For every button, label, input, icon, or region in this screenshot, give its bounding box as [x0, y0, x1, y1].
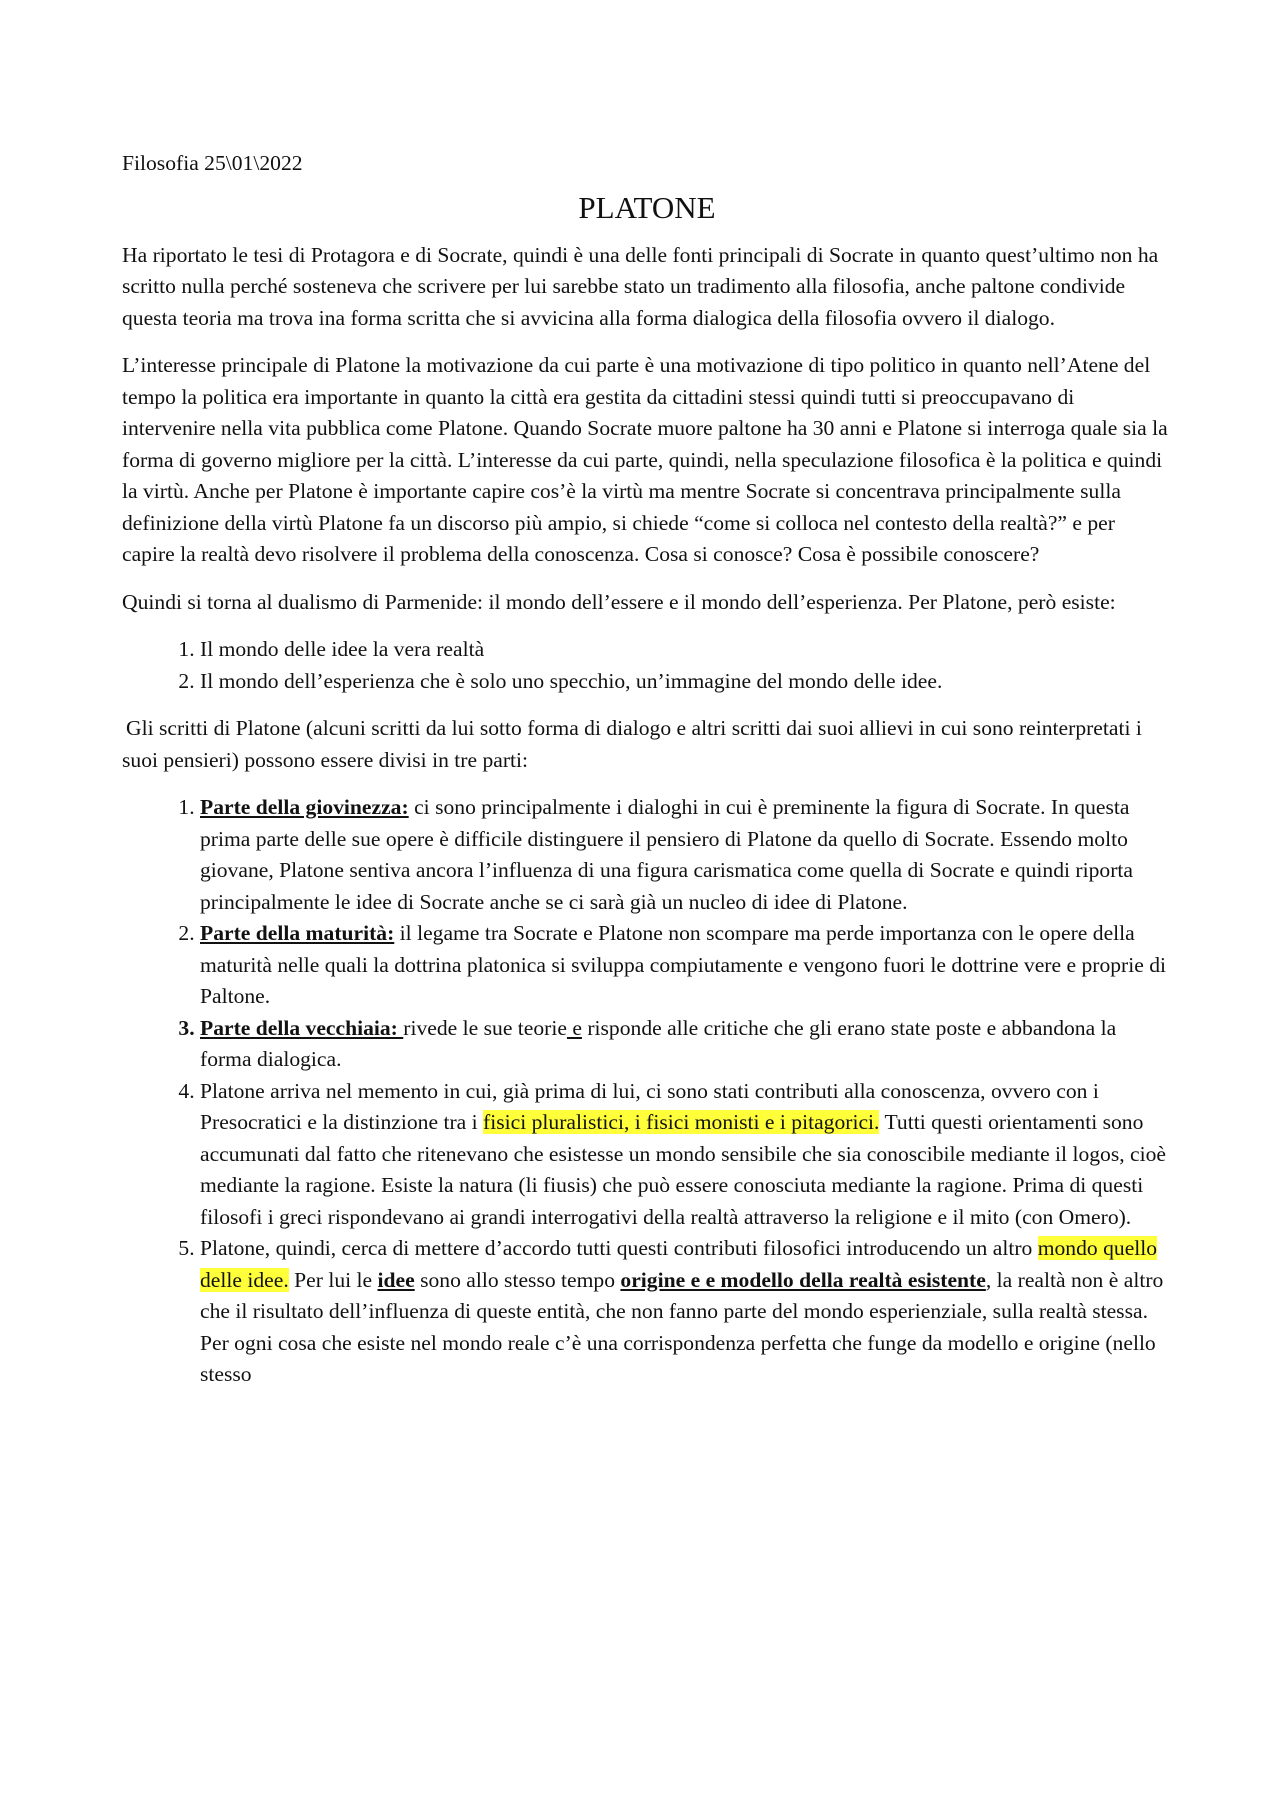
- item-text: ci sono principalmente i dialoghi in cui è preminente la figura di Socrate. In questa prima parte delle sue opere è difficile distinguere il pensiero di Platone da quello di Socrate. Essendo molto giovane, Platone sentiva ancora l’influenza di una figura carismatica come quella di Socrate e quindi riporta principalmente le idee di Socrate anche se ci sarà già un nucleo di idee di Platone.: [200, 795, 1133, 914]
- item-text: Tutti questi orientamenti sono accumunati dal fatto che ritenevano che esistesse un mondo sensibile che sia conoscibile mediante il logos, cioè mediante la ragione. Esiste la natura (li fiusis) che può essere conosciuta mediante la ragione. Prima di questi filosofi i greci rispondevano ai grandi interrogativi della realtà attraverso la religione e il mito (con Omero).: [200, 1110, 1167, 1229]
- writings-list: [122, 792, 1172, 1391]
- item-text: sono allo stesso tempo: [414, 1267, 621, 1292]
- list-item-presocratics: [200, 1076, 1172, 1234]
- item-text: il legame tra Socrate e Platone non scompare ma perde importanza con le opere della maturità nelle quali la dottrina platonica si sviluppa compiutamente e vengono fuori le dottrine vere e proprie di Paltone.: [200, 921, 1167, 1008]
- document-page: [122, 148, 1172, 1407]
- list-item: 2. Il mondo dell’esperienza che è solo uno specchio, un’immagine del mondo delle idee.: [200, 666, 1172, 698]
- item-text: Per lui le: [288, 1267, 378, 1292]
- list-item-ideas: [200, 1233, 1172, 1391]
- item-text: rivede le sue teorie: [403, 1015, 567, 1040]
- highlighted-text: mondo quello delle idee.: [200, 1236, 1158, 1292]
- item-text: Platone, quindi, cerca di mettere d’accordo tutti questi contributi filosofici introducendo un altro: [200, 1236, 1038, 1260]
- item-label: Parte della vecchiaia:: [200, 1015, 404, 1040]
- worlds-list: [122, 634, 1172, 697]
- item-label: Parte della giovinezza:: [200, 795, 409, 819]
- paragraph-writings: Gli scritti di Platone (alcuni scritti da lui sotto forma di dialogo e altri scritti dai suoi allievi in cui sono reinterpretati i suoi pensieri) possono essere divisi in tre parti:: [122, 716, 1142, 772]
- list-item-youth: [200, 792, 1172, 918]
- item-text: Platone arriva nel memento in cui, già prima di lui, ci sono stati contributi alla conoscenza, ovvero con i Presocratici e la distinzione tra i: [200, 1078, 1099, 1134]
- item-text: risponde alle critiche che gli erano state poste e abbandona la forma dialogica.: [200, 1015, 1117, 1071]
- item-text-underlined: e: [566, 1015, 582, 1040]
- bold-term: origine e e modello della realtà esistente: [620, 1267, 986, 1292]
- paragraph-intro: Ha riportato le tesi di Protagora e di Socrate, quindi è una delle fonti principali di Socrate in quanto quest’ultimo non ha scritto nulla perché sosteneva che scrivere per lui sarebbe stato un tradimento alla filosofia, anche paltone condivide questa teoria ma trova ina forma scritta che si avvicina alla forma dialogica della filosofia ovvero il dialogo.: [122, 242, 1159, 330]
- bold-term: idee: [377, 1267, 415, 1292]
- page-title: PLATONE: [578, 189, 716, 225]
- list-item-old-age: [200, 1013, 1172, 1076]
- date-line: Filosofia 25\01\2022: [122, 151, 303, 175]
- item-text: , la realtà non è altro che il risultato dell’influenza di queste entità, che non fanno parte del mondo esperienziale, sulla realtà stessa. Per ogni cosa che esiste nel mondo reale c’è una corrispondenza perfetta che funge da modello e origine (nello stesso: [200, 1267, 1164, 1386]
- paragraph-interest: L’interesse principale di Platone la motivazione da cui parte è una motivazione di tipo politico in quanto nell’Atene del tempo la politica era importante in quanto la città era gestita da cittadini stessi quindi tutti si preoccupavano di intervenire nella vita pubblica come Platone. Quando Socrate muore paltone ha 30 anni e Platone si interroga quale sia la forma di governo migliore per la città. L’interesse da cui parte, quindi, nella speculazione filosofica è la politica e quindi la virtù. Anche per Platone è importante capire cos’è la virtù ma mentre Socrate si concentrava principalmente sulla definizione della virtù Platone fa un discorso più ampio, si chiede “come si colloca nel contesto della realtà?” e per capire la realtà devo risolvere il problema della conoscenza. Cosa si conosce? Cosa è possibile conoscere?: [122, 353, 1168, 566]
- list-item-maturity: [200, 918, 1172, 1013]
- paragraph-dualism: Quindi si torna al dualismo di Parmenide: il mondo dell’essere e il mondo dell’esperienza. Per Platone, però esiste:: [122, 589, 1116, 614]
- item-label: Parte della maturità:: [200, 921, 395, 945]
- list-item: 1. Il mondo delle idee la vera realtà: [200, 634, 1172, 666]
- highlighted-text: fisici pluralistici, i fisici monisti e i pitagorici.: [483, 1110, 880, 1134]
